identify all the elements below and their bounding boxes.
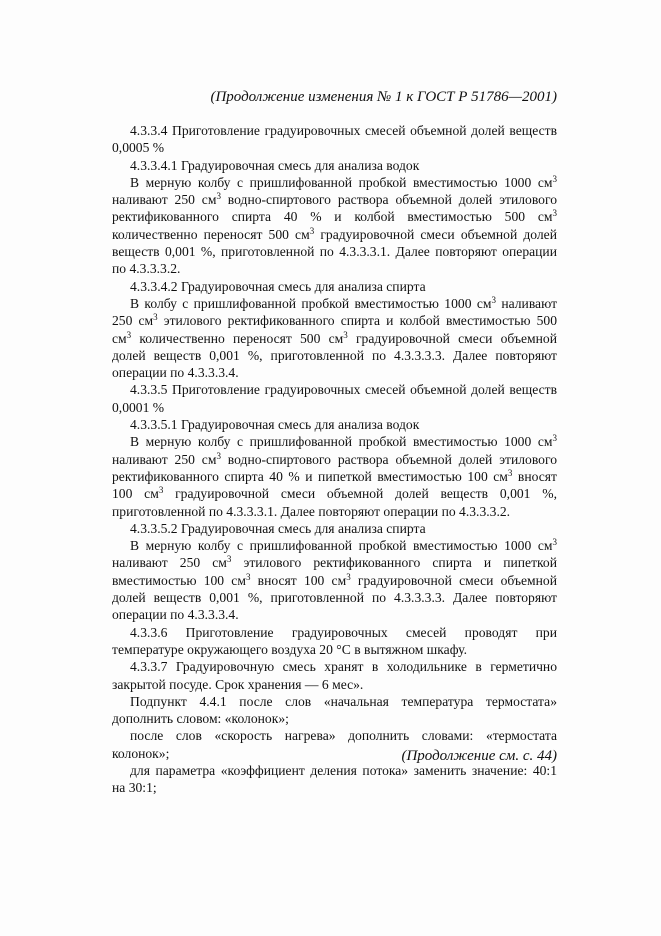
paragraph: 4.3.3.4 Приготовление градуировочных смесей объемной долей веществ 0,0005 % — [112, 123, 557, 156]
paragraph: В мерную колбу с пришлифованной пробкой вместимостью 1000 $см^3$ наливают 250 $см^3$ этилового ректификованного спирта и пипеткой вместимостью 100 $см^3$ вносят 100 $см^3$ градуировочной смеси объемной долей веществ 0,001 %, приготовленной по 4.3.3.3.3. Далее повторяют операции по 4.3.3.3.4. — [112, 537, 558, 623]
paragraph: 4.3.3.5.2 Градуировочная смесь для анализа спирта — [130, 520, 426, 536]
paragraph: после слов «скорость нагрева» дополнить словами: «термостата колонок»; — [112, 728, 557, 761]
paragraph: В мерную колбу с пришлифованной пробкой вместимостью 1000 $см^3$ наливают 250 $см^3$ водно-спиртового раствора объемной долей этилового ректификованного спирта 40 % и пипеткой вместимостью 100 $см^3$ вносят 100 $см^3$ градуировочной смеси объемной долей веществ 0,001 %, приготовленной по 4.3.3.3.1. Далее повторяют операции по 4.3.3.3.2. — [112, 433, 557, 519]
paragraph: В мерную колбу с пришлифованной пробкой вместимостью 1000 $см^3$ наливают 250 $см^3$ водно-спиртового раствора объемной долей этилового ректификованного спирта 40 % и колбой вместимостью 500 $см^3$ количественно переносят 500 $см^3$ градуировочной смеси объемной долей веществ 0,001 %, приготовленной по 4.3.3.3.1. Далее повторяют операции по 4.3.3.3.2. — [112, 173, 557, 277]
paragraph: для параметра «коэффициент деления потока» заменить значение: 40:1 на 30:1; — [112, 762, 557, 796]
paragraph: 4.3.3.4.1 Градуировочная смесь для анализа водок — [130, 157, 420, 173]
running-header: (Продолжение изменения № 1 к ГОСТ Р 51786—2001) — [210, 89, 557, 105]
paragraph: Подпункт 4.4.1 после слов «начальная температура термостата» дополнить словом: «колонок»; — [112, 693, 557, 727]
paragraph: 4.3.3.7 Градуировочную смесь хранят в холодильнике в герметично закрытой посуде. Срок хранения — 6 мес». — [112, 659, 557, 692]
document-body — [112, 122, 557, 797]
paragraph: 4.3.3.6 Приготовление градуировочных смесей проводят при температуре окружающего воздуха 20 °С в вытяжном шкафу. — [112, 624, 557, 657]
paragraph: 4.3.3.4.2 Градуировочная смесь для анализа спирта — [130, 278, 426, 294]
paragraph: В колбу с пришлифованной пробкой вместимостью 1000 $см^3$ наливают 250 $см^3$ этилового ректификованного спирта и колбой вместимостью 500 $см^3$ количественно переносят 500 $см^3$ градуировочной смеси объемной долей веществ 0,001 %, приготовленной по 4.3.3.3.3. Далее повторяют операции по 4.3.3.3.4. — [112, 294, 558, 381]
paragraph: 4.3.3.5.1 Градуировочная смесь для анализа водок — [130, 417, 420, 433]
continuation-note: (Продолжение см. с. 44) — [401, 748, 557, 764]
paragraph: 4.3.3.5 Приготовление градуировочных смесей объемной долей веществ 0,0001 % — [112, 382, 557, 415]
